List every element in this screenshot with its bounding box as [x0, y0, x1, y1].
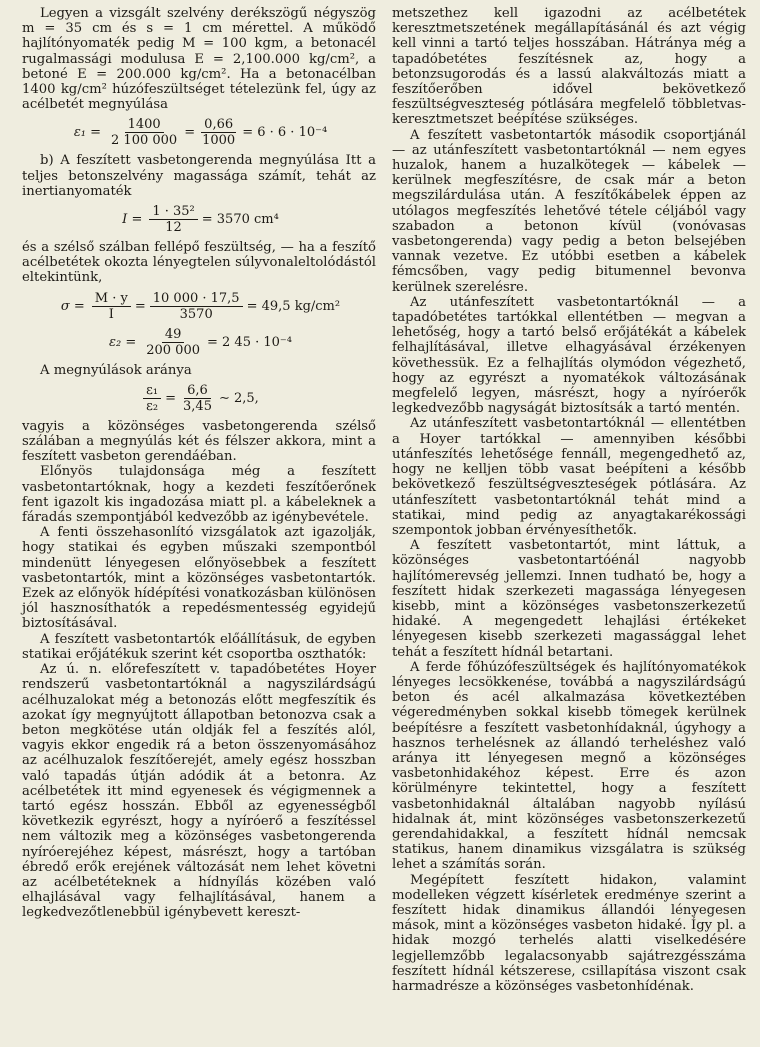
- paragraph: A feszített vasbetontartók előállításuk, de egyben statikai erőjátékuk szerint két csoportba oszthatók:: [22, 631, 376, 662]
- denominator: 2 100 000: [111, 133, 178, 149]
- paragraph: A feszített vasbetontartót, mint láttuk, a közönséges vasbetontartóénál nagyobb hajlítómerevség jellemzi. Innen tudható be, hogy a feszített hidak szerkezeti magassága lényegesen kisebb, mint a közönséges vasbetonszerkezetű hidaké. A megengedett lehajlási értékeket lényegesen kisebb szerkezeti magassággal lehet tehát a feszített hídnál betartani.: [392, 538, 746, 660]
- fraction: [150, 291, 243, 322]
- numerator: M · y: [92, 291, 131, 307]
- paragraph: vagyis a közönséges vasbetongerenda szélső szálában a megnyúlás két és félszer akkora, mint a feszített vasbeton gerendáéban.: [22, 418, 376, 465]
- equation-inertia: [22, 204, 376, 235]
- paragraph: A megnyúlások aránya: [40, 362, 192, 378]
- fraction: [180, 383, 215, 414]
- paragraph: Az utánfeszített vasbetontartóknál — a tapadóbetétes tartókkal ellentétben — megvan a lehetőség, hogy a tartó belső erőjátékát a kábelek felhajlításával, illetve elhagyásával érzékenyen követhessük. Ez a felhajlítás olymódon végezhető, hogy az egyrészt a nyomatékok változásának megfelelő legyen, másrészt, hogy a nyíróerők legkedvezőbb nagyságát biztosítsák a tartó mentén.: [392, 294, 746, 417]
- paragraph: Az ú. n. előrefeszített v. tapadóbetétes Hoyer rendszerű vasbetontartóknál a nagyszilárdságú acélhuzalokat még a betonozás előtt megfeszítik és azokat így megnyújtott állapotban betonozva csak a beton megkötése után oldják fel a feszítés alól, vagyis ekkor engedik rá a beton összenyomásához az acélhuzalok feszítőerejét, amely egész hosszban való tapadás útján adódik át a betonra. Az acélbetétek itt mind egyenesek és végigmennek a tartó egész hosszán. Ebből az egyenességből következik egyrészt, hogy a nyíróerő a feszítéssel nem változik meg a közönséges vasbetongerenda nyíróerejéhez képest, másrészt, hogy a tartóban ébredő erők erejének változását nem lehet követni az acélbetéteknek a hídnyílás közében való elhajlásával vagy felhajlításával, hanem a legkedvezőtlenebbül igénybevett kereszt-: [22, 662, 376, 921]
- paragraph: b) A feszített vasbetongerenda megnyúlása Itt a teljes betonszelvény magassága számít, tehát az inertianyomaték: [22, 153, 376, 199]
- eq-lhs: ε₁ =: [73, 125, 102, 141]
- eq-lhs: ε₂ =: [109, 334, 137, 350]
- fraction: [199, 117, 238, 148]
- eq-rhs: = 3570 cm⁴: [201, 211, 279, 227]
- paragraph: Legyen a vizsgált szelvény derékszögű négyszög m = 35 cm és s = 1 cm mérettel. A működő hajlítónyomaték pedig M = 100 kgm, a betonacél rugalmassági modulusa E = 2,100.000 kg/cm², a betoné E = 200.000 kg/cm². Ha a betonacélban 1400 kg/cm² húzófeszültséget tételezünk fel, úgy az acélbetét megnyúlása: [22, 6, 376, 113]
- denominator: I: [108, 306, 114, 322]
- eq-lhs: σ =: [60, 298, 85, 314]
- eq-rhs: = 6 · 6 · 10⁻⁴: [242, 125, 328, 141]
- paragraph: A feszített vasbetontartók második csoportjánál — az utánfeszített vasbetontartóknál — nem egyes huzalok, hanem a huzalkötegek — kábelek — kerülnek megfeszítésre, de csak már a beton megszilárdulása után. A feszítőkábelek éppen az utólagos megfeszítés lehetővé tétele céljából vagy szabadon a betonon kívül (vonóvasas vasbetongerenda) vagy pedig a beton belsejében vannak vezetve. Ez utóbbi esetben a kábelek fémcsőben, vagy pedig bitumennel bevonva kerülnek szerelésre.: [392, 127, 746, 295]
- equation-strain-steel: [22, 117, 376, 148]
- equals: =: [165, 390, 177, 406]
- eq-lhs: I =: [122, 211, 143, 227]
- denominator: 1000: [202, 133, 236, 149]
- eq-rhs: = 49,5 kg/cm²: [246, 298, 341, 314]
- paragraph: és a szélső szálban fellépő feszültség, — ha a feszítő acélbetétek okozta lényegtelen súlyvonaleltolódástól eltekintünk,: [22, 240, 376, 286]
- denominator: 200 000: [146, 342, 200, 358]
- fraction: [143, 327, 203, 358]
- numerator: 0,66: [201, 117, 236, 133]
- left-column: [22, 6, 376, 1047]
- equation-strain-concrete: [22, 327, 376, 358]
- fraction: [108, 117, 180, 148]
- fraction: [149, 204, 197, 235]
- numerator: 6,6: [184, 383, 211, 399]
- denominator: 3,45: [183, 398, 212, 414]
- paragraph: A ferde főhúzófeszültségek és hajlítónyomatékok lényeges lecsökkenése, továbbá a nagyszilárdságú beton és acél alkalmazása következtében végeredményben sokkal kisebb tömegek kerülnek beépítésre a feszített vasbetonhídaknál, úgyhogy a hasznos terhelésnek az állandó terheléshez való aránya itt lényegesen megnő a közönséges vasbetonhidakéhoz képest. Erre és azon körülményre tekintettel, hogy a feszített vasbetonhidaknál általában nagyobb nyílású hidalnak át, mint közönséges vasbetonszerkezetű gerendahidakkal, a feszített hídnál nemcsak statikus, hanem dinamikus vizsgálatra is szükség lehet a számítás során.: [392, 659, 746, 873]
- paragraph: Megépített feszített hidakon, valamint modelleken végzett kísérletek eredménye szerint a feszített hidak dinamikus állandói lényegesen mások, mint a közönséges vasbeton hidaké. Így pl. a hidak mozgó terhelés alatti viselkedésére legjellemzőbb legalacsonyabb sajátrezgésszáma feszített hídnál kétszerese, csillapítása viszont csak harmadrésze a közönséges vasbetonhídénak.: [392, 872, 746, 994]
- numerator: 1 · 35²: [149, 204, 197, 220]
- right-column: [392, 6, 746, 1047]
- paragraph: A fenti összehasonlító vizsgálatok azt igazolják, hogy statikai és egyben műszaki szempontból mindenütt lényegesen előnyösebbek a feszített vasbetontartók, mint a közönséges vasbetontartók. Ezek az előnyök hídépítési vonatkozásban különösen jól hasznosíthatók a repedésmentesség egyidejű biztosításával.: [22, 525, 376, 632]
- eq-rhs: = 2 45 · 10⁻⁴: [207, 334, 292, 350]
- numerator: ε₁: [143, 383, 161, 399]
- numerator: 49: [162, 327, 185, 343]
- equation-stress: [22, 291, 376, 322]
- paragraph: Az utánfeszített vasbetontartóknál — ellentétben a Hoyer tartókkal — amennyiben későbbi utánfeszítés lehetősége fennáll, megengedhető az, hogy ne kelljen több vasat beépíteni a később bekövetkező feszültségveszteségek pótlására. Az utánfeszített vasbetontartóknál tehát mind a statikai, mind pedig az anyagtakarékossági szempontok jobban érvényesíthetők.: [392, 416, 746, 538]
- numerator: 1400: [125, 117, 164, 133]
- fraction: [143, 383, 161, 414]
- fraction: [92, 291, 131, 322]
- denominator: 3570: [179, 306, 213, 322]
- equals: =: [184, 125, 196, 141]
- denominator: 12: [165, 220, 182, 236]
- paragraph: metszethez kell igazodni az acélbetétek keresztmetszetének megállapításánál és azt végig kell vinni a tartó teljes hosszában. Hátránya még a tapadóbetétes feszítésnek az, hogy a betonzsugorodás és a lassú alakváltozás miatt a feszítőerőben idővel bekövetkező feszültségveszteség pótlására megfelelő többletvas-keresztmetszet beépítése szükséges.: [392, 6, 746, 128]
- equation-ratio: [22, 383, 376, 414]
- equals: =: [134, 298, 146, 314]
- denominator: ε₂: [146, 398, 159, 414]
- numerator: 10 000 · 17,5: [150, 291, 243, 307]
- eq-rhs: ∼ 2,5,: [218, 390, 259, 406]
- paragraph: Előnyös tulajdonsága még a feszített vasbetontartóknak, hogy a kezdeti feszítőerőnek fent igazolt kis ingadozása miatt pl. a kábeleknek a fáradás szempontjából kedvezőbb az igénybevétele.: [22, 464, 376, 526]
